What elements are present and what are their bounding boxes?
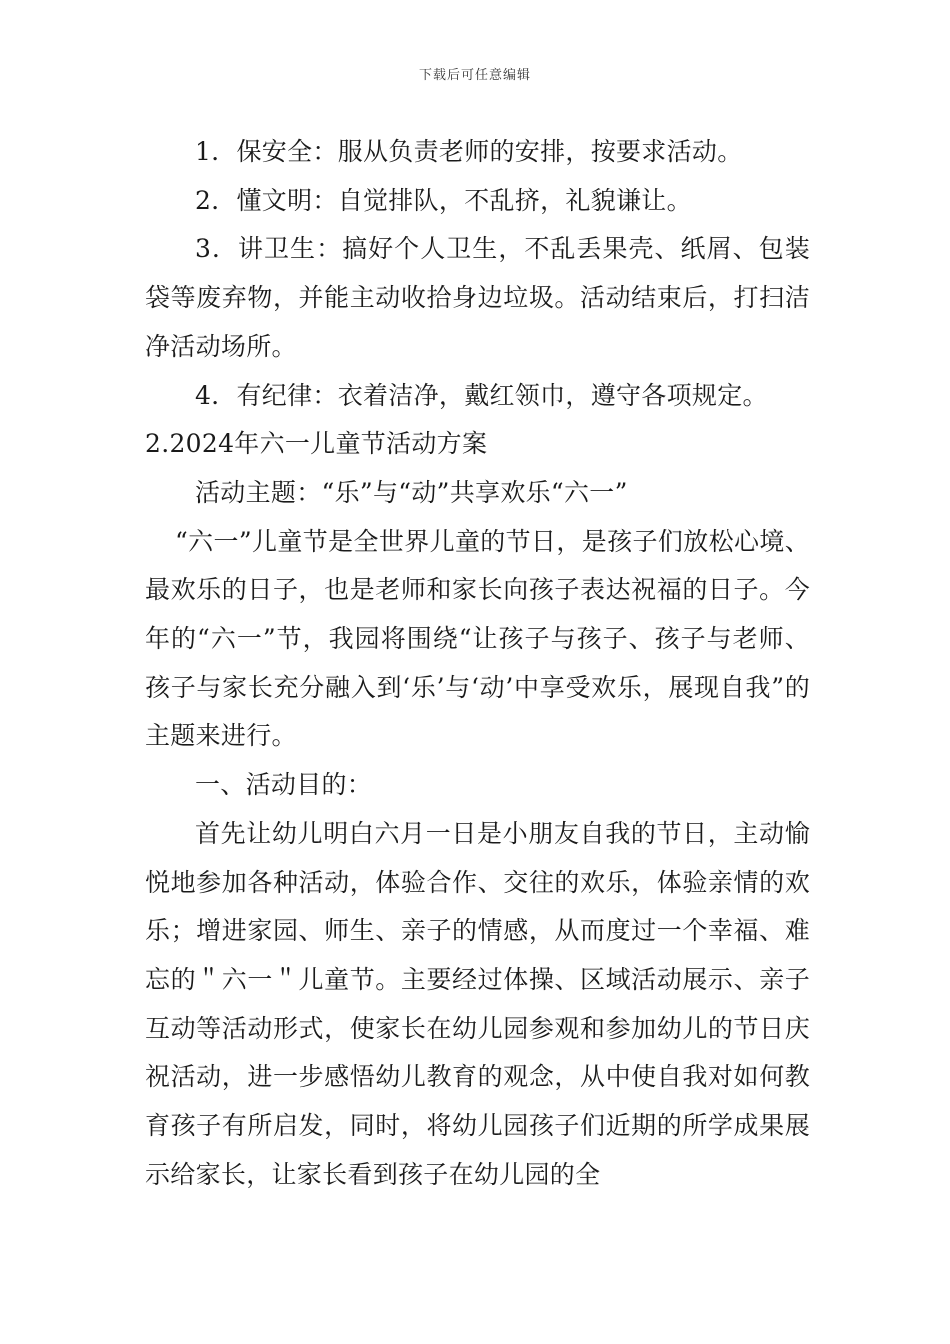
rule-item-civility: 2．懂文明：自觉排队，不乱挤，礼貌谦让。 — [195, 185, 692, 215]
purpose-paragraph: 首先让幼儿明白六月一日是小朋友自我的节日，主动愉悦地参加各种活动，体验合作、交往的欢乐，体验亲情的欢乐；增进家园、师生、亲子的情感，从而度过一个幸福、难忘的＂六一＂儿童节。主要经过体操、区域活动展示、亲子互动等活动形式，使家长在幼儿园参观和参加幼儿的节日庆祝活动，进一步感悟幼儿教育的观念，从中使自我对如何教育孩子有所启发，同时，将幼儿园孩子们近期的所学成果展示给家长，让家长看到孩子在幼儿园的全 — [145, 818, 810, 1189]
rule-item-safety: 1．保安全：服从负责老师的安排，按要求活动。 — [195, 137, 743, 166]
rule-item-hygiene: 3．讲卫生：搞好个人卫生，不乱丢果壳、纸屑、包装袋等废弃物，并能主动收拾身边垃圾。活动结束后，打扫洁净活动场所。 — [145, 234, 810, 361]
activity-theme: 活动主题：“乐”与“动”共享欢乐“六一” — [195, 477, 628, 507]
page-header-note: 下载后可任意编辑 — [418, 68, 531, 83]
intro-paragraph: “六一”儿童节是全世界儿童的节日，是孩子们放松心境、最欢乐的日子，也是老师和家长向孩子表达祝福的日子。今年的“六一”节，我园将围绕“让孩子与孩子、孩子与老师、孩子与家长充分融入到‘乐’与‘动’中享受欢乐，展现自我”的主题来进行。 — [145, 526, 810, 751]
rule-item-discipline: 4．有纪律：衣着洁净，戴红领巾，遵守各项规定。 — [195, 380, 768, 410]
purpose-heading: 一、活动目的： — [195, 770, 373, 800]
document-body — [145, 128, 810, 1199]
section-title: 2.2024年六一儿童节活动方案 — [145, 429, 488, 459]
